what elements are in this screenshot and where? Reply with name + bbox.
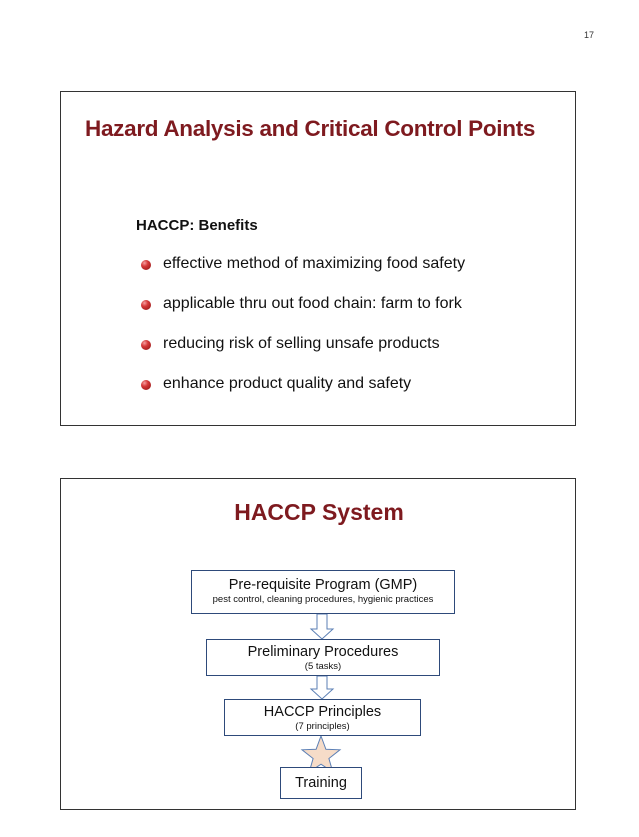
page-number: 17: [584, 30, 595, 40]
flow-box-label: Pre-requisite Program (GMP): [228, 577, 418, 593]
down-arrow-icon: [311, 676, 333, 699]
flow-box-label: Training: [295, 775, 347, 791]
bullet-text: applicable thru out food chain: farm to fork: [163, 295, 462, 312]
red-sphere-icon: [141, 300, 151, 310]
list-item: [139, 332, 465, 372]
list-item: [139, 252, 465, 292]
list-item: [139, 372, 465, 412]
slide-haccp-system: [60, 478, 576, 810]
slide-haccp-benefits: [60, 91, 576, 426]
red-sphere-icon: [141, 260, 151, 270]
flow-box-label: HACCP Principles: [263, 704, 382, 720]
bullet-text: enhance product quality and safety: [163, 375, 412, 392]
flow-box-sublabel: (5 tasks): [304, 661, 342, 672]
flow-box-sublabel: pest control, cleaning procedures, hygienic practices: [212, 594, 434, 605]
flow-box-principles: [224, 699, 421, 736]
slide-title: Hazard Analysis and Critical Control Points: [85, 116, 536, 141]
benefits-list: [139, 252, 465, 412]
flow-box-label: Preliminary Procedures: [247, 644, 399, 660]
flow-box-training: [280, 767, 362, 799]
bullet-text: reducing risk of selling unsafe products: [163, 335, 440, 352]
slide-title: HACCP System: [234, 499, 404, 525]
bullet-text: effective method of maximizing food safety: [163, 255, 466, 272]
red-sphere-icon: [141, 380, 151, 390]
benefits-heading: HACCP: Benefits: [136, 217, 258, 234]
flow-box-prerequisite: [191, 570, 455, 614]
down-arrow-icon: [311, 614, 333, 639]
flow-box-sublabel: (7 principles): [295, 721, 350, 732]
flow-box-preliminary: [206, 639, 440, 676]
red-sphere-icon: [141, 340, 151, 350]
list-item: [139, 292, 465, 332]
